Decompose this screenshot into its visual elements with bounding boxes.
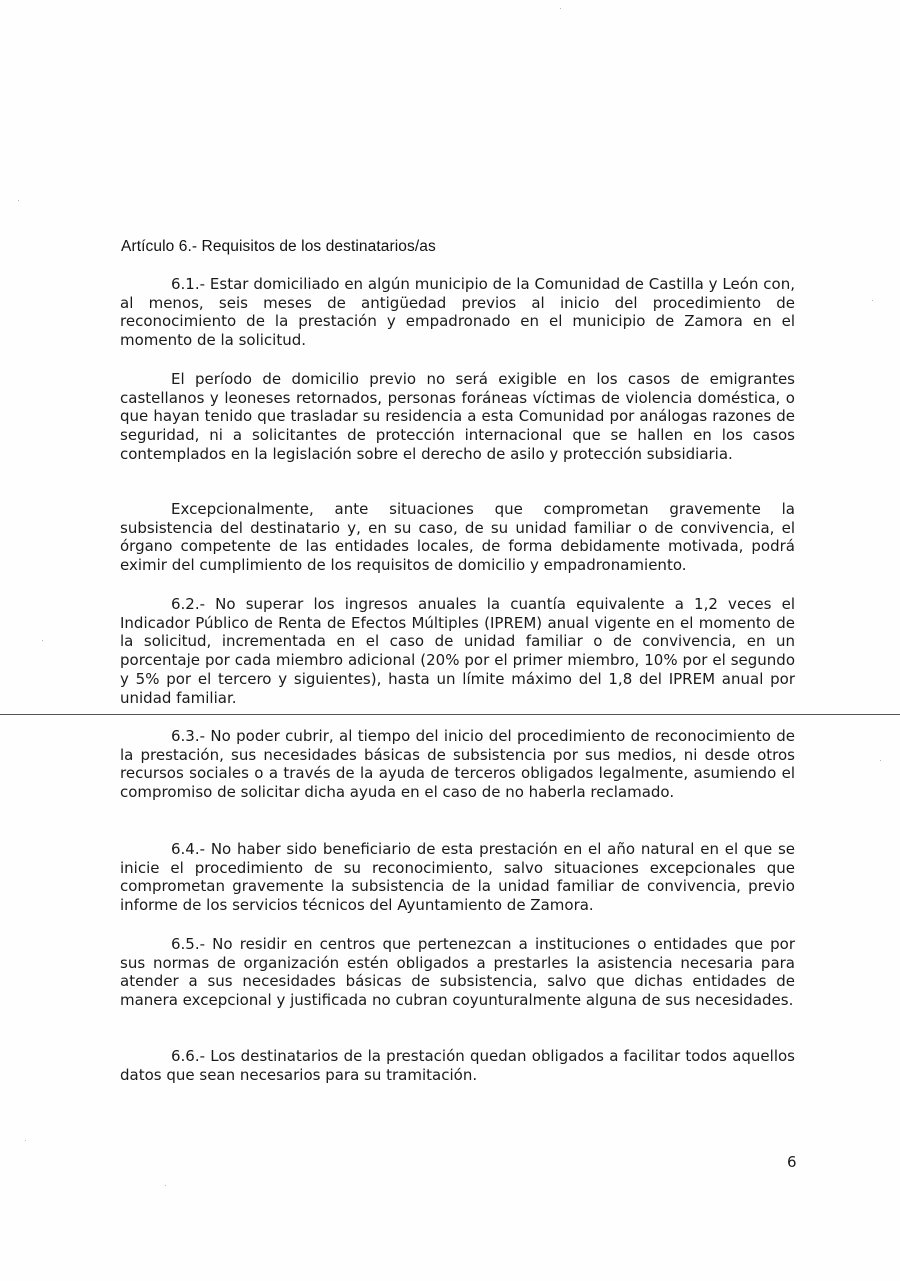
paragraph-6-4: 6.4.- No haber sido beneficiario de esta prestación en el año natural en el que se inicie el procedimiento de su reconocimiento, salvo situaciones excepcionales que comprometan gravemente la subsistencia de la unidad familiar de convivencia, previo informe de los servicios técnicos del Ayuntamiento de Zamora. [120,840,795,915]
paragraph-6-2: 6.2.- No superar los ingresos anuales la cuantía equivalente a 1,2 veces el Indicador Público de Renta de Efectos Múltiples (IPREM) anual vigente en el momento de la solicitud, incrementada en el caso de unidad familiar o de convivencia, en un porcentaje por cada miembro adicional (20% por el primer miembro, 10% por el segundo y 5% por el tercero y siguientes), hasta un límite máximo del 1,8 del IPREM anual por unidad familiar. [120,595,795,707]
paragraph-6-6: 6.6.- Los destinatarios de la prestación quedan obligados a facilitar todos aquellos datos que sean necesarios para su tramitación. [120,1047,795,1084]
scan-speck [42,640,43,641]
scan-speck [880,760,881,761]
scan-speck [165,1185,166,1186]
article-heading: Artículo 6.- Requisitos de los destinatarios/as [121,238,436,255]
paragraph-6-5: 6.5.- No residir en centros que pertenezcan a instituciones o entidades que por sus normas de organización estén obligados a prestarles la asistencia necesaria para atender a sus necesidades básicas de subsistencia, salvo que dichas entidades de manera excepcional y justificada no cubran coyunturalmente alguna de sus necesidades. [120,935,795,1010]
paragraph-domicile-exception: El período de domicilio previo no será exigible en los casos de emigrantes castellanos y leoneses retornados, personas foráneas víctimas de violencia doméstica, o que hayan tenido que trasladar su residencia a esta Comunidad por análogas razones de seguridad, ni a solicitantes de protección internacional que se hallen en los casos contemplados en la legislación sobre el derecho de asilo y protección subsidiaria. [120,370,795,463]
scan-speck [872,300,873,301]
scan-speck [18,200,19,201]
scan-speck [25,1140,26,1141]
page-number: 6 [787,1153,797,1171]
scan-divider-line [0,714,900,715]
paragraph-6-3: 6.3.- No poder cubrir, al tiempo del inicio del procedimiento de reconocimiento de la prestación, sus necesidades básicas de subsistencia por sus medios, ni desde otros recursos sociales o a través de la ayuda de terceros obligados legalmente, asumiendo el compromiso de solicitar dicha ayuda en el caso de no haberla reclamado. [120,727,795,802]
paragraph-6-1: 6.1.- Estar domiciliado en algún municipio de la Comunidad de Castilla y León con, al menos, seis meses de antigüedad previos al inicio del procedimiento de reconocimiento de la prestación y empadronado en el municipio de Zamora en el momento de la solicitud. [120,275,795,350]
paragraph-exceptional-exemption: Excepcionalmente, ante situaciones que comprometan gravemente la subsistencia del destinatario y, en su caso, de su unidad familiar o de convivencia, el órgano competente de las entidades locales, de forma debidamente motivada, podrá eximir del cumplimiento de los requisitos de domicilio y empadronamiento. [120,500,795,575]
scan-speck [560,8,561,9]
